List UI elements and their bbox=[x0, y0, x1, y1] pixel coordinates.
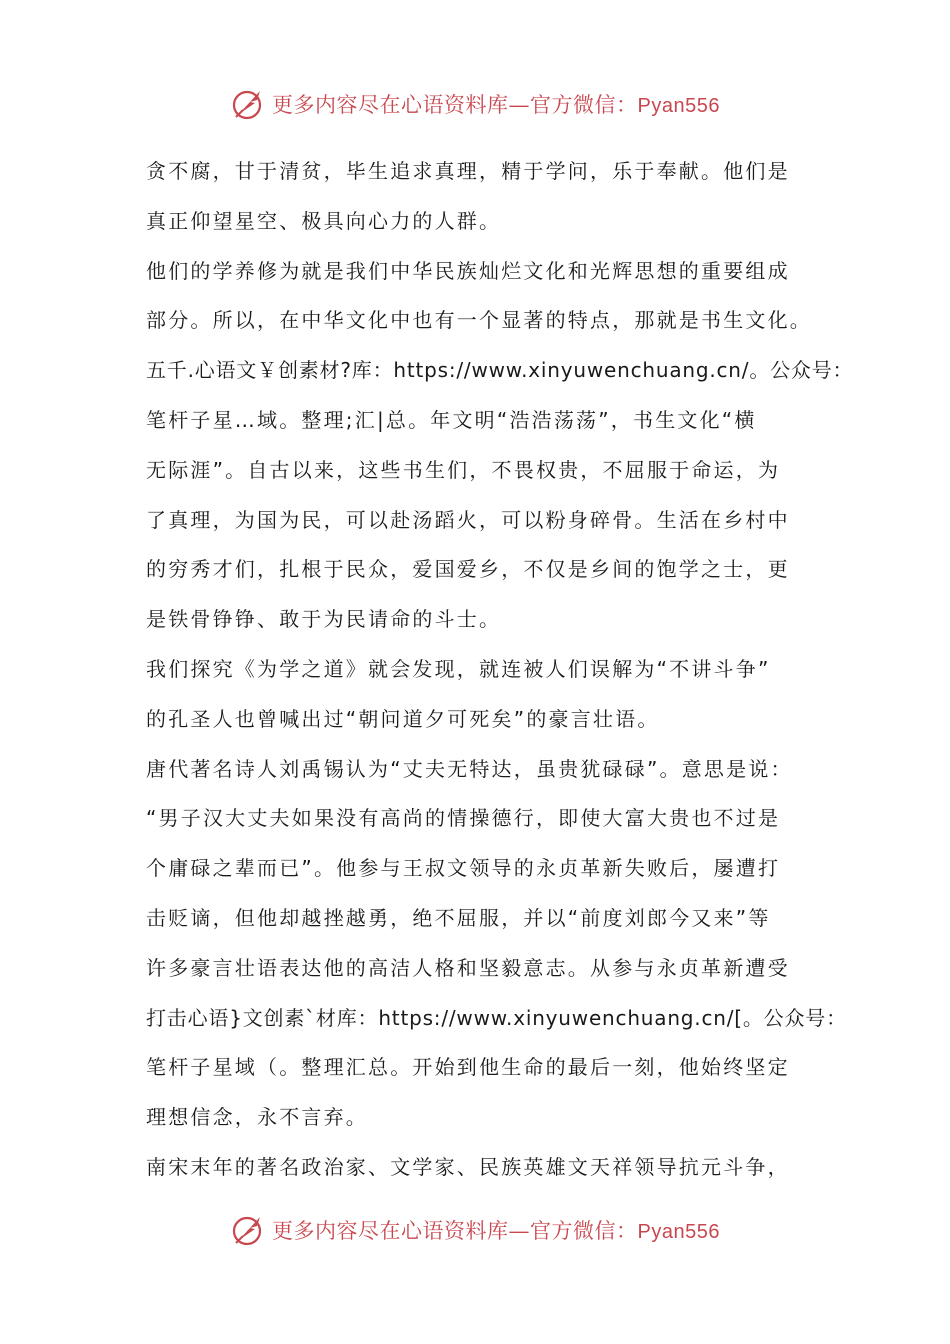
body-line: 笔杆子星域（。整理汇总。开始到他生命的最后一刻，他始终坚定 bbox=[146, 1055, 790, 1080]
body-line: 南宋末年的著名政治家、文学家、民族英雄文天祥领导抗元斗争， bbox=[146, 1154, 790, 1179]
wechat-id: Pyan556 bbox=[637, 1221, 720, 1243]
body-line: 理想信念，永不言弃。 bbox=[146, 1105, 368, 1130]
body-line: 部分。所以，在中华文化中也有一个显著的特点，那就是书生文化。 bbox=[146, 308, 812, 333]
body-line: 打击心语}文创素`材库：https://www.xinyuwenchuang.cn/[。公众号： bbox=[146, 1005, 847, 1030]
quill-logo-icon bbox=[230, 86, 266, 122]
body-line: 的孔圣人也曾喊出过“朝问道夕可死矣”的豪言壮语。 bbox=[146, 706, 660, 731]
body-line: 他们的学养修为就是我们中华民族灿烂文化和光辉思想的重要组成 bbox=[146, 258, 790, 283]
body-line: 无际涯”。自古以来，这些书生们，不畏权贵，不屈服于命运，为 bbox=[146, 457, 781, 482]
body-line: 真正仰望星空、极具向心力的人群。 bbox=[146, 208, 502, 233]
footer-banner bbox=[0, 1208, 950, 1252]
body-line: 的穷秀才们，扎根于民众，爱国爱乡，不仅是乡间的饱学之士，更 bbox=[146, 557, 790, 582]
header-banner bbox=[0, 82, 950, 126]
body-line: 击贬谪，但他却越挫越勇，绝不屈服，并以“前度刘郎今又来”等 bbox=[146, 905, 771, 930]
body-line: 五千.心语文￥创素材?库：https://www.xinyuwenchuang.cn/。公众号： bbox=[146, 358, 854, 383]
body-line: 贪不腐，甘于清贫，毕生追求真理，精于学问，乐于奉献。他们是 bbox=[146, 159, 790, 183]
body-line: 笔杆子星…域。整理;汇|总。年文明“浩浩荡荡”，书生文化“横 bbox=[146, 407, 757, 432]
body-line: “男子汉大丈夫如果没有高尚的情操德行，即使大富大贵也不过是 bbox=[146, 806, 781, 831]
body-line: 个庸碌之辈而已”。他参与王叔文领导的永贞革新失败后，屡遭打 bbox=[146, 856, 781, 881]
body-line: 了真理，为国为民，可以赴汤蹈火，可以粉身碎骨。生活在乡村中 bbox=[146, 507, 790, 532]
body-line: 是铁骨铮铮、敢于为民请命的斗士。 bbox=[146, 607, 502, 632]
header-banner-text: 更多内容尽在心语资料库—官方微信：Pyan556 bbox=[272, 93, 720, 117]
quill-logo-icon bbox=[230, 1212, 266, 1248]
body-line: 我们探究《为学之道》就会发现，就连被人们误解为“不讲斗争” bbox=[146, 656, 771, 681]
body-line: 许多豪言壮语表达他的高洁人格和坚毅意志。从参与永贞革新遭受 bbox=[146, 955, 790, 980]
footer-banner-text: 更多内容尽在心语资料库—官方微信：Pyan556 bbox=[272, 1219, 720, 1243]
document-body bbox=[146, 147, 854, 1193]
wechat-id: Pyan556 bbox=[637, 95, 720, 117]
body-line: 唐代著名诗人刘禹锡认为“丈夫无特达，虽贵犹碌碌”。意思是说： bbox=[146, 756, 793, 781]
